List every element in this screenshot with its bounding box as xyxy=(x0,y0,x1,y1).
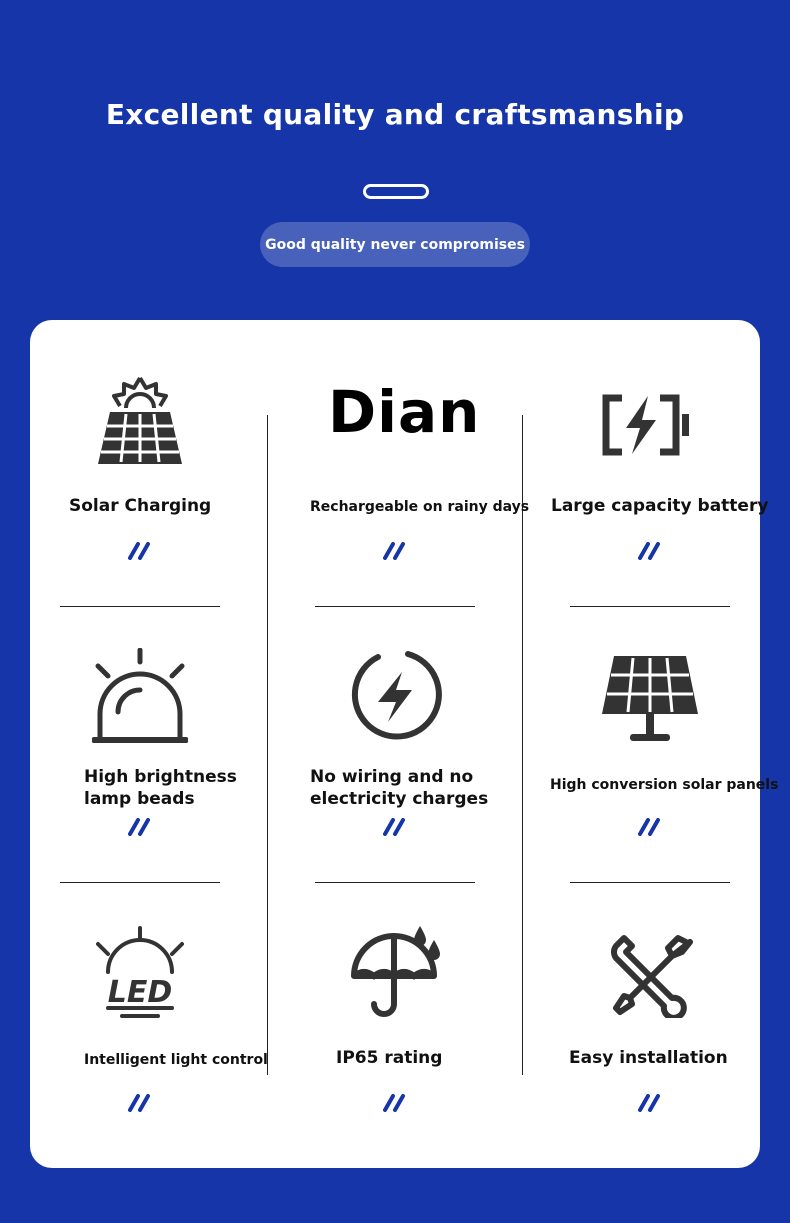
double-slash-icon xyxy=(381,542,409,560)
subtitle-badge: Good quality never compromises xyxy=(260,222,530,267)
page-title: Excellent quality and craftsmanship xyxy=(105,98,685,131)
double-slash-icon xyxy=(126,1094,154,1112)
feature-label: Rechargeable on rainy days xyxy=(310,499,530,515)
row-divider xyxy=(315,882,475,883)
solar-panel-icon xyxy=(600,654,700,744)
column-divider xyxy=(267,415,268,1075)
feature-label: High conversion solar panels xyxy=(550,777,779,793)
solar-sun-panel-icon xyxy=(96,376,184,466)
feature-label-line: lamp beads xyxy=(84,789,195,809)
feature-label: Easy installation xyxy=(569,1048,728,1068)
tools-icon xyxy=(610,934,694,1018)
double-slash-icon xyxy=(636,1094,664,1112)
dian-logo: Dian xyxy=(328,378,481,446)
power-bolt-icon xyxy=(348,648,444,744)
row-divider xyxy=(570,606,730,607)
battery-charging-icon xyxy=(600,394,692,456)
double-slash-icon xyxy=(381,818,409,836)
double-slash-icon xyxy=(126,818,154,836)
svg-text:LED: LED xyxy=(107,975,173,1010)
umbrella-rain-icon xyxy=(350,924,442,1020)
feature-label-line: High brightness xyxy=(84,767,237,787)
feature-label: Intelligent light control xyxy=(84,1052,268,1068)
double-slash-icon xyxy=(381,1094,409,1112)
row-divider xyxy=(60,606,220,607)
feature-label-line: electricity charges xyxy=(310,789,489,809)
feature-label xyxy=(310,766,488,810)
feature-label-line: No wiring and no xyxy=(310,767,474,787)
features-card xyxy=(30,320,779,1168)
feature-label: Large capacity battery xyxy=(551,496,769,516)
led-icon xyxy=(94,926,186,1018)
feature-label xyxy=(84,766,237,810)
feature-label: Solar Charging xyxy=(69,496,212,516)
lamp-icon xyxy=(92,648,188,744)
double-slash-icon xyxy=(126,542,154,560)
title-underline xyxy=(363,184,429,199)
double-slash-icon xyxy=(636,818,664,836)
row-divider xyxy=(570,882,730,883)
row-divider xyxy=(60,882,220,883)
feature-label: IP65 rating xyxy=(336,1048,443,1068)
double-slash-icon xyxy=(636,542,664,560)
row-divider xyxy=(315,606,475,607)
